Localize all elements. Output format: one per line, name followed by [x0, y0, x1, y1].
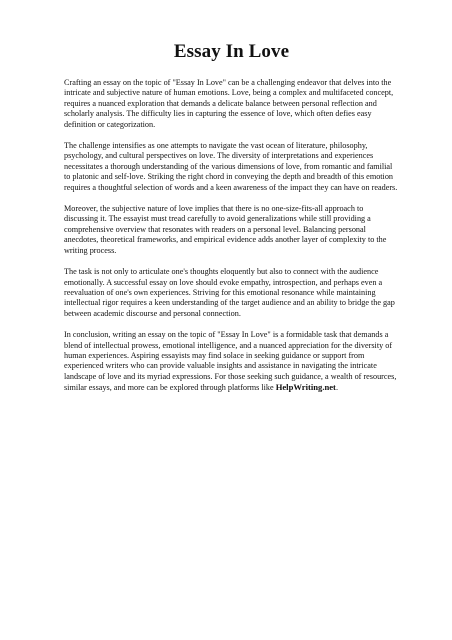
brand-suffix: . [335, 383, 338, 393]
paragraph-5-text: In conclusion, writing an essay on the topic of "Essay In Love" is a formidable task that demands a blend of intellectual prowess, emotional intelligence, and a nuanced appreciation for the diversity of human experiences. Aspiring essayists may find solace in seeking guidance or support from experienced writers who can provide valuable insights and assistance in navigating the intricate landscape of love and its myriad expressions. For those seeking such guidance, a wealth of resources, similar essays, and more can be explored through platforms like [64, 330, 397, 393]
paragraph-4: The task is not only to articulate one's thoughts eloquently but also to connect with the audience emotionally. A successful essay on love should evoke empathy, introspection, and perhaps even a reevaluation of one's own experiences. Striving for this emotional resonance while maintaining intellectual rigor requires a keen understanding of the target audience and an ability to bridge the gap between academic discourse and personal connection. [64, 267, 395, 318]
paragraph-5 [64, 330, 399, 393]
paragraph-2: The challenge intensifies as one attempts to navigate the vast ocean of literature, philosophy, psychology, and cultural perspectives on love. The diversity of interpretations and experiences necessitates a thorough understanding of the various dimensions of love, from romantic and familial to platonic and self-love. Striking the right chord in conveying the depth and breadth of this emotion requires a thoughtful selection of words and a keen awareness of the impact they can have on readers. [64, 141, 398, 192]
document-title: Essay In Love [173, 41, 290, 62]
paragraph-1: Crafting an essay on the topic of "Essay In Love" can be a challenging endeavor that delves into the intricate and subjective nature of human emotions. Love, being a complex and multifaceted concept, requires a nuanced exploration that demands a delicate balance between personal reflection and scholarly analysis. The difficulty lies in capturing the essence of love, which often defies easy definition or categorization. [64, 78, 394, 129]
paragraph-3: Moreover, the subjective nature of love implies that there is no one-size-fits-all approach to discussing it. The essayist must tread carefully to avoid generalizations while still providing a comprehensive overview that resonates with readers on a personal level. Balancing personal anecdotes, theoretical frameworks, and empirical evidence adds another layer of complexity to the writing process. [64, 204, 387, 255]
brand-link[interactable]: HelpWriting.net [275, 382, 336, 393]
